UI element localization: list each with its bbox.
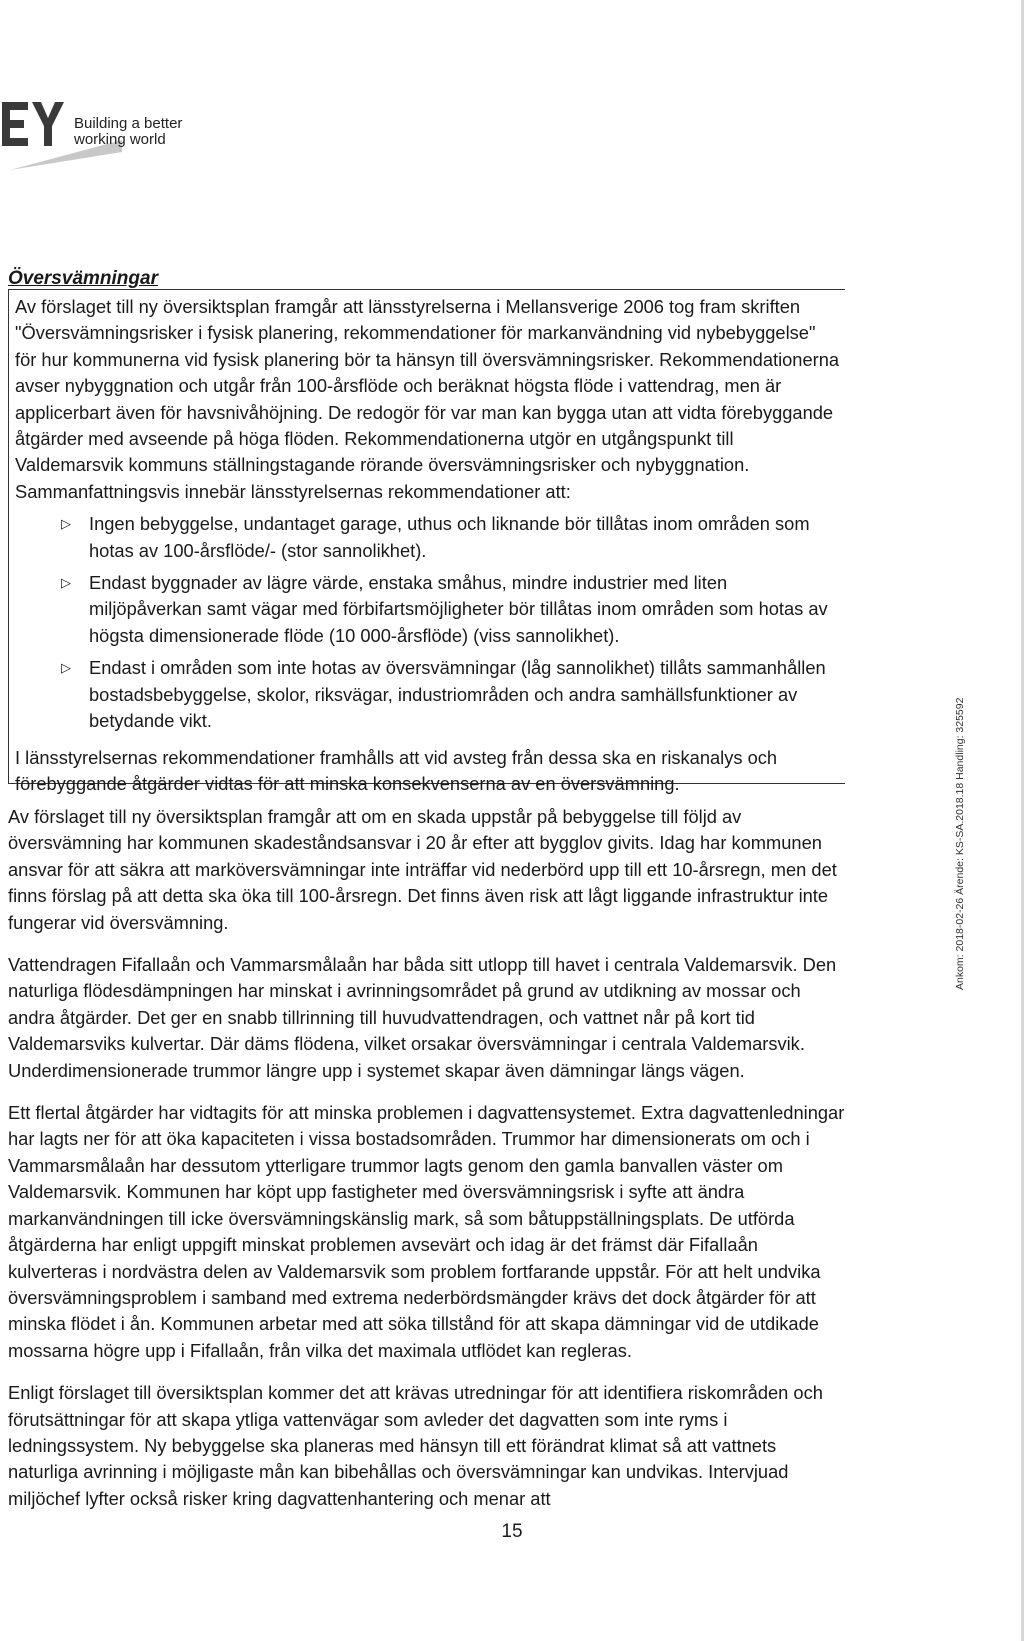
- tagline-line-2: working world: [74, 131, 166, 148]
- section-heading: Översvämningar: [8, 268, 158, 289]
- paragraph-investigations: Enligt förslaget till översiktsplan kommer det att krävas utredningar för att identifiera riskområden och förutsättningar för att skapa ytliga vattenvägar som avleder det dagvatten som inte ryms i ledningssystem. Ny bebyggelse ska planeras med hänsyn till ett förändrat klimat så att vattnets naturliga avrinning i möjligaste mån kan bibehållas och översvämningar kan undvikas. Intervjuad miljöchef lyfter också risker kring dagvattenhantering och menar att: [8, 1382, 823, 1509]
- paragraph-watercourses: Vattendragen Fifallaån och Vammarsmålaån har båda sitt utlopp till havet i centrala Valdemarsvik. Den naturliga flödesdämpningen har minskat i avrinningsområdet på grund av utdikning av mossar och andra åtgärder. Det ger en snabb tillrinning till huvudvattendragen, och vattnet når på kort tid Valdemarsviks kulvertar. Där däms flödena, vilket orsakar översvämningar i centrala Valdemarsvik. Underdimensionerade trummor längre upp i systemet skapar även dämningar längs vägen.: [8, 954, 837, 1081]
- list-item: [61, 570, 841, 649]
- bullet-arrow-icon: ▷: [61, 660, 71, 676]
- bullet-arrow-icon: ▷: [61, 516, 71, 532]
- box-closing-paragraph: I länsstyrelsernas rekommendationer framhålls att vid avsteg från dessa ska en riskanalys och förebyggande åtgärder vidtas för att minska konsekvenserna av en översvämning.: [15, 746, 778, 794]
- recommendation-list: [15, 511, 841, 734]
- list-item-text: Endast i områden som inte hotas av översvämningar (låg sannolikhet) tillåts sammanhållen bostadsbebyggelse, skolor, riksvägar, industriområden och andra samhällsfunktioner av betydande vikt.: [89, 657, 826, 732]
- bullet-arrow-icon: ▷: [61, 575, 71, 591]
- tagline-line-1: Building a better: [74, 115, 183, 132]
- box-intro-paragraph: Av förslaget till ny översiktsplan framgår att länsstyrelserna i Mellansverige 2006 tog fram skriften "Översvämningsrisker i fysisk planering, rekommendationer för markanvändning vid nybebyggelse" för hur kommunerna vid fysisk planering bör ta hänsyn till översvämningsrisker. Rekommendationerna avser nybyggnation och utgår från 100-årsflöde och beräknat högsta flöde i vattendrag, men är applicerbart även för havsnivåhöjning. De redogör för var man kan bygga utan att vidta förebyggande åtgärder med avseende på höga flöden. Rekommendationerna utgör en utgångspunkt till Valdemarsvik kommuns ställningstagande rörande översvämningsrisker och nybyggnation. Sammanfattningsvis innebär länsstyrelsernas rekommendationer att:: [15, 296, 840, 502]
- body-text: [8, 804, 850, 1528]
- paragraph-measures: Ett flertal åtgärder har vidtagits för att minska problemen i dagvattensystemet. Extra dagvattenledningar har lagts ner för att öka kapaciteten i vissa bostadsområden. Trummor har dimensionerats om och i Vammarsmålaån har dessutom ytterligare trummor lagts genom den gamla banvallen väster om Valdemarsvik. Kommunen har köpt upp fastigheter med översvämningsrisk i syfte att ändra markanvändningen till icke översvämningskänslig mark, så som båtuppställningsplats. De utförda åtgärderna har enligt uppgift minskat problemen avsevärt och idag är det främst där Fifallaån kulverteras i nordvästra delen av Valdemarsvik som problem fortfarande uppstår. För att helt undvika översvämningsproblem i samband med extrema nederbördsmängder krävs det dock åtgärder för att minska flödet i ån. Kommunen arbetar med att söka tillstånd för att skapa dämningar vid de utdikade mossarna högre upp i Fifallaån, från vilka det maximala utflödet kan regleras.: [8, 1102, 845, 1361]
- paragraph-liability: Av förslaget till ny översiktsplan framgår att om en skada uppstår på bebyggelse till följd av översvämning har kommunen skadeståndsansvar i 20 år efter att bygglov givits. Idag har kommunen ansvar för att säkra att marköversvämningar inte inträffar vid nederbörd upp till ett 10-årsregn, men det finns förslag på att detta ska öka till 100-årsregn. Det finns även risk att lågt liggande infrastruktur inte fungerar vid översvämning.: [8, 806, 837, 933]
- registration-stamp-text: Ankom: 2018-02-26 Ärende: KS-SA.2018.18 Handling: 325592: [954, 697, 966, 990]
- list-item: [61, 511, 841, 564]
- list-item-text: Ingen bebyggelse, undantaget garage, uthus och liknande bör tillåtas inom områden som hotas av 100-årsflöde/- (stor sannolikhet).: [89, 513, 810, 561]
- list-item: [61, 655, 841, 734]
- page-number: 15: [501, 1521, 523, 1542]
- recommendations-box: [8, 289, 845, 794]
- logo-tagline: [74, 116, 182, 148]
- ey-logo: [2, 96, 202, 156]
- list-item-text: Endast byggnader av lägre värde, enstaka småhus, mindre industrier med liten miljöpåverkan samt vägar med förbifartsmöjligheter bör tillåtas inom områden som hotas av högsta dimensionerade flöde (10 000-årsflöde) (viss sannolikhet).: [89, 572, 828, 646]
